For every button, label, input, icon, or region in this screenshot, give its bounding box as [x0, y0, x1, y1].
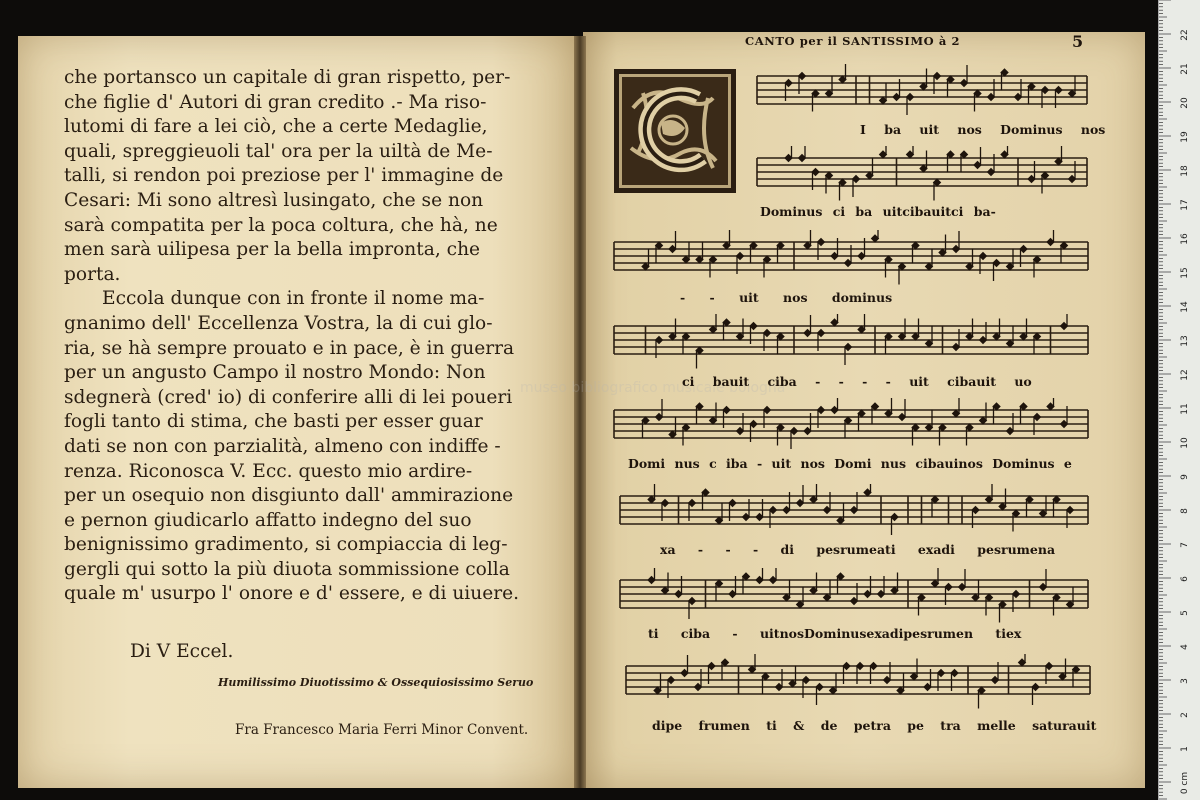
- page-number: 5: [1072, 32, 1084, 51]
- music-staff: [0, 230, 1200, 310]
- ruler-number: 15: [1180, 267, 1190, 279]
- text-line: quale m' usurpo l' onore e d' essere, e di uiuere.: [64, 583, 520, 605]
- ruler-number: 9: [1180, 474, 1190, 480]
- text-line: talli, si rendon poi preziose per l' immagine de: [64, 165, 504, 187]
- canto-title: CANTO per il SANTISSIMO à 2: [745, 34, 961, 48]
- ruler-number: 6: [1180, 576, 1190, 582]
- ruler-number: 16: [1180, 233, 1190, 245]
- epithet: Humilissimo Diuotissimo & Ossequiosissimo Seruo: [218, 676, 534, 689]
- lyric-line: ci bauit ciba - - - - uit cibauit uo: [682, 374, 1032, 389]
- text-line: Cesari: Mi sono altresì lusingato, che se non: [64, 189, 484, 211]
- text-line: dati se non con parzialità, almeno con indiffe -: [64, 435, 501, 457]
- lyric-line: xa - - - di pesrumeati exadi pesrumena: [660, 542, 1056, 557]
- text-line: che portansco un capitale di gran rispetto, per-: [64, 67, 511, 88]
- text-line: lutomi di fare a lei ciò, che a certe Medaglie,: [64, 116, 488, 138]
- ruler-number: 8: [1180, 508, 1190, 514]
- lyric-line: Dominus ci ba uitcibauitci ba-: [760, 204, 996, 219]
- ruler-number: 0 cm: [1180, 771, 1190, 795]
- text-line: gnanimo dell' Eccellenza Vostra, la di cui glo-: [64, 312, 493, 334]
- text-line: e pernon giudicarlo affatto indegno del suo: [64, 509, 472, 531]
- ruler-number: 11: [1180, 403, 1190, 415]
- text-line: quali, spreggieuoli tal' ora per la uiltà de Me-: [64, 140, 493, 162]
- text-line: che figlie d' Autori di gran credito .- Ma riso-: [64, 91, 487, 113]
- lyric-line: ti ciba - uitnosDominusexadipesrumen tiex: [648, 626, 1022, 641]
- lyric-line: - - uit nos dominus: [680, 290, 893, 305]
- ruler-number: 7: [1180, 542, 1190, 548]
- ruler-number: 3: [1180, 678, 1190, 684]
- text-line: per un angusto Campo il nostro Mondo: Non: [64, 362, 486, 384]
- ruler-number: 4: [1180, 644, 1190, 650]
- signature: Fra Francesco Maria Ferri Minor Convent.: [235, 722, 529, 738]
- lyric-line: Domi nus c iba - uit nos Domi nus cibauinos Dominus e: [628, 456, 1072, 471]
- text-line: sarà compatita per la poca coltura, che hà, ne: [64, 214, 498, 236]
- text-line: sdegnerà (cred' io) di conferire alli di lei poueri: [64, 386, 513, 408]
- music-staff: [0, 146, 1200, 226]
- measurement-ruler: [1158, 0, 1200, 800]
- ruler-number: 22: [1180, 29, 1190, 41]
- text-line: renza. Riconosca V. Ecc. questo mio ardire-: [64, 460, 473, 482]
- text-line: men sarà uilipesa per la bella impronta, che: [64, 239, 481, 261]
- text-line: Eccola dunque con in fronte il nome ma-: [102, 288, 485, 310]
- lyric-line: dipe frumen ti & de petra pe tra melle saturauit: [652, 718, 1097, 733]
- ruler-number: 13: [1180, 335, 1190, 347]
- text-line: ria, se hà sempre prouato e in pace, è in guerra: [64, 337, 515, 359]
- ruler-number: 12: [1180, 369, 1190, 381]
- ruler-number: 18: [1180, 165, 1190, 177]
- closing-salutation: Di V Eccel.: [130, 641, 234, 662]
- ruler-number: 1: [1180, 746, 1190, 752]
- text-line: porta.: [64, 263, 121, 285]
- ruler-number: 5: [1180, 610, 1190, 616]
- ruler-number: 14: [1180, 301, 1190, 313]
- ruler-number: 2: [1180, 712, 1190, 718]
- ruler-number: 19: [1180, 131, 1190, 143]
- watermark: museo bibliografico musicale bologna: [520, 380, 786, 396]
- lyric-line: I ba uit nos Dominus nos: [860, 122, 1106, 137]
- text-line: benignissimo gradimento, si compiaccia di leg-: [64, 534, 508, 556]
- ruler-number: 17: [1180, 199, 1190, 211]
- text-line: gergli qui sotto la più diuota sommissione colla: [64, 558, 510, 580]
- text-line: fogli tanto di stima, che basti per esser guar: [64, 411, 483, 433]
- ruler-number: 20: [1180, 97, 1190, 109]
- text-line: per un osequio non disgiunto dall' ammirazione: [64, 485, 514, 507]
- ruler-number: 10: [1180, 437, 1190, 449]
- ruler-number: 21: [1180, 63, 1190, 75]
